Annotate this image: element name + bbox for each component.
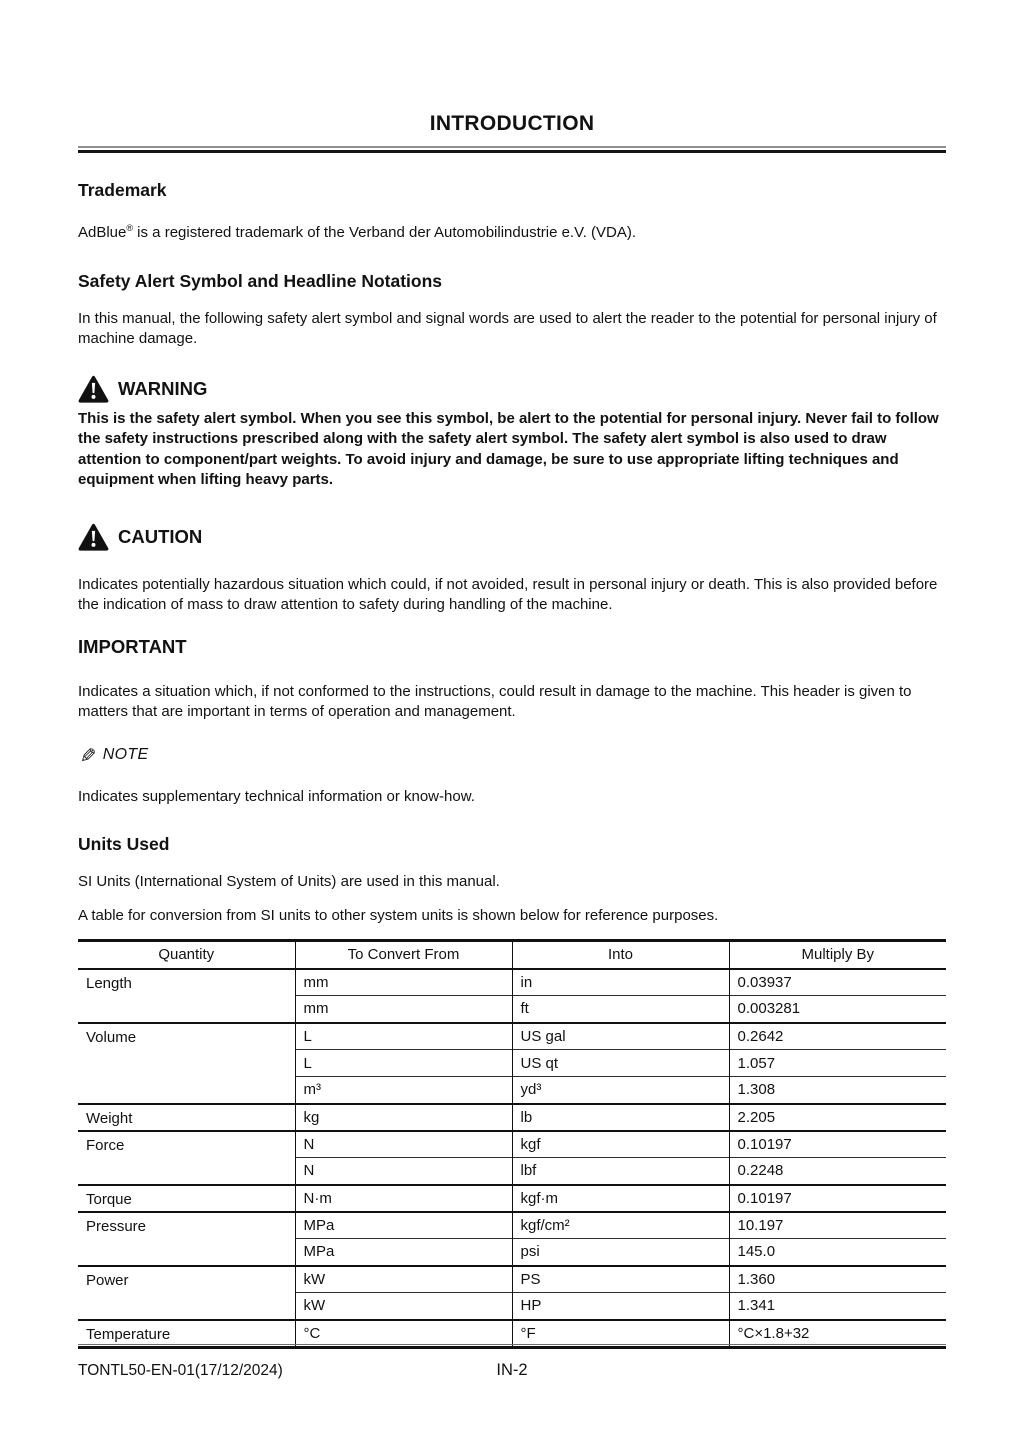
convert-from-cell: N <box>295 1158 512 1185</box>
trademark-paragraph <box>78 218 946 244</box>
trademark-text: is a registered trademark of the Verband der Automobilindustrie e.V. (VDA). <box>133 224 637 241</box>
table-row <box>78 1131 946 1158</box>
caution-paragraph: Indicates potentially hazardous situation which could, if not avoided, result in personal injury or death. This is also provided before the indication of mass to draw attention to safety during handling of the machine. <box>78 575 938 613</box>
into-cell: lbf <box>512 1158 729 1185</box>
units-heading: Units Used <box>78 834 170 854</box>
convert-from-cell: kg <box>295 1104 512 1131</box>
multiply-by-cell: 0.03937 <box>729 969 946 996</box>
warning-header <box>78 375 946 403</box>
quantity-cell: Length <box>78 969 295 1023</box>
warning-label: WARNING <box>118 377 208 399</box>
convert-from-cell: kW <box>295 1266 512 1293</box>
convert-from-cell: MPa <box>295 1239 512 1266</box>
column-header-multiply-by: Multiply By <box>729 941 946 969</box>
convert-from-cell: mm <box>295 969 512 996</box>
footer-row <box>78 1361 946 1380</box>
into-cell: kgf/cm² <box>512 1212 729 1239</box>
into-cell: lb <box>512 1104 729 1131</box>
multiply-by-cell: 1.057 <box>729 1050 946 1077</box>
into-cell: °F <box>512 1320 729 1348</box>
convert-from-cell: °C <box>295 1320 512 1348</box>
table-header-row <box>78 941 946 969</box>
convert-from-cell: kW <box>295 1293 512 1320</box>
quantity-cell: Pressure <box>78 1212 295 1266</box>
page-number: IN-2 <box>496 1361 528 1379</box>
note-paragraph: Indicates supplementary technical information or know-how. <box>78 787 475 805</box>
multiply-by-cell: 0.10197 <box>729 1185 946 1212</box>
multiply-by-cell: 2.205 <box>729 1104 946 1131</box>
quantity-cell: Volume <box>78 1023 295 1104</box>
title-divider <box>78 146 946 153</box>
into-cell: kgf·m <box>512 1185 729 1212</box>
convert-from-cell: N <box>295 1131 512 1158</box>
multiply-by-cell: 0.10197 <box>729 1131 946 1158</box>
convert-from-cell: L <box>295 1023 512 1050</box>
multiply-by-cell: 0.2642 <box>729 1023 946 1050</box>
multiply-by-cell: 0.2248 <box>729 1158 946 1185</box>
into-cell: PS <box>512 1266 729 1293</box>
into-cell: in <box>512 969 729 996</box>
multiply-by-cell: 10.197 <box>729 1212 946 1239</box>
note-header <box>75 745 946 765</box>
safety-heading: Safety Alert Symbol and Headline Notations <box>78 270 443 291</box>
into-cell: psi <box>512 1239 729 1266</box>
page-footer <box>78 1344 946 1380</box>
table-row <box>78 1104 946 1131</box>
column-header-quantity: Quantity <box>78 941 295 969</box>
quantity-cell: Force <box>78 1131 295 1185</box>
into-cell: US gal <box>512 1023 729 1050</box>
convert-from-cell: m³ <box>295 1077 512 1104</box>
into-cell: kgf <box>512 1131 729 1158</box>
multiply-by-cell: 1.341 <box>729 1293 946 1320</box>
table-row <box>78 1023 946 1050</box>
convert-from-cell: L <box>295 1050 512 1077</box>
multiply-by-cell: 1.308 <box>729 1077 946 1104</box>
important-paragraph: Indicates a situation which, if not conformed to the instructions, could result in damage to the machine. This header is given to matters that are important in terms of operation and management. <box>78 682 912 720</box>
into-cell: US qt <box>512 1050 729 1077</box>
table-row <box>78 1320 946 1348</box>
convert-from-cell: N·m <box>295 1185 512 1212</box>
caution-label: CAUTION <box>118 525 203 547</box>
multiply-by-cell: 1.360 <box>729 1266 946 1293</box>
into-cell: HP <box>512 1293 729 1320</box>
table-row <box>78 1185 946 1212</box>
safety-intro-paragraph: In this manual, the following safety alert symbol and signal words are used to alert the reader to the potential for personal injury of machine damage. <box>78 309 937 347</box>
table-row <box>78 969 946 996</box>
column-header-into: Into <box>512 941 729 969</box>
warning-triangle-icon <box>78 375 109 403</box>
multiply-by-cell: 145.0 <box>729 1239 946 1266</box>
page-title: INTRODUCTION <box>429 112 595 135</box>
quantity-cell: Torque <box>78 1185 295 1212</box>
trademark-heading: Trademark <box>78 180 167 200</box>
units-paragraph-1: SI Units (International System of Units) are used in this manual. <box>78 873 500 890</box>
warning-paragraph: This is the safety alert symbol. When you see this symbol, be alert to the potential for personal injury. Never fail to follow the safety instructions prescribed along with the safety alert symbol. The safety alert symbol is also used to draw attention to component/part weights. To avoid injury and damage, be sure to use appropriate lifting techniques and equipment when lifting heavy parts. <box>78 409 939 488</box>
multiply-by-cell: °C×1.8+32 <box>729 1320 946 1348</box>
unit-conversion-table <box>78 939 946 1349</box>
brand-name: AdBlue <box>78 224 127 241</box>
note-label: NOTE <box>102 745 149 763</box>
multiply-by-cell: 0.003281 <box>729 996 946 1023</box>
into-cell: yd³ <box>512 1077 729 1104</box>
convert-from-cell: MPa <box>295 1212 512 1239</box>
document-code: TONTL50-EN-01(17/12/2024) <box>78 1362 283 1379</box>
table-row <box>78 1266 946 1293</box>
caution-header <box>78 523 946 551</box>
column-header-to-convert-from: To Convert From <box>295 941 512 969</box>
into-cell: ft <box>512 996 729 1023</box>
registered-mark: ® <box>126 223 134 233</box>
footer-divider <box>78 1344 946 1345</box>
title-divider-thick-line <box>78 150 946 153</box>
quantity-cell: Weight <box>78 1104 295 1131</box>
units-paragraph-2: A table for conversion from SI units to other system units is shown below for reference purposes. <box>78 906 719 924</box>
caution-triangle-icon <box>78 523 109 551</box>
quantity-cell: Temperature <box>78 1320 295 1348</box>
title-divider-thin-line <box>78 146 946 148</box>
note-pencil-icon: ✎ <box>75 746 98 763</box>
convert-from-cell: mm <box>295 996 512 1023</box>
quantity-cell: Power <box>78 1266 295 1320</box>
important-heading: IMPORTANT <box>78 635 187 657</box>
table-row <box>78 1212 946 1239</box>
